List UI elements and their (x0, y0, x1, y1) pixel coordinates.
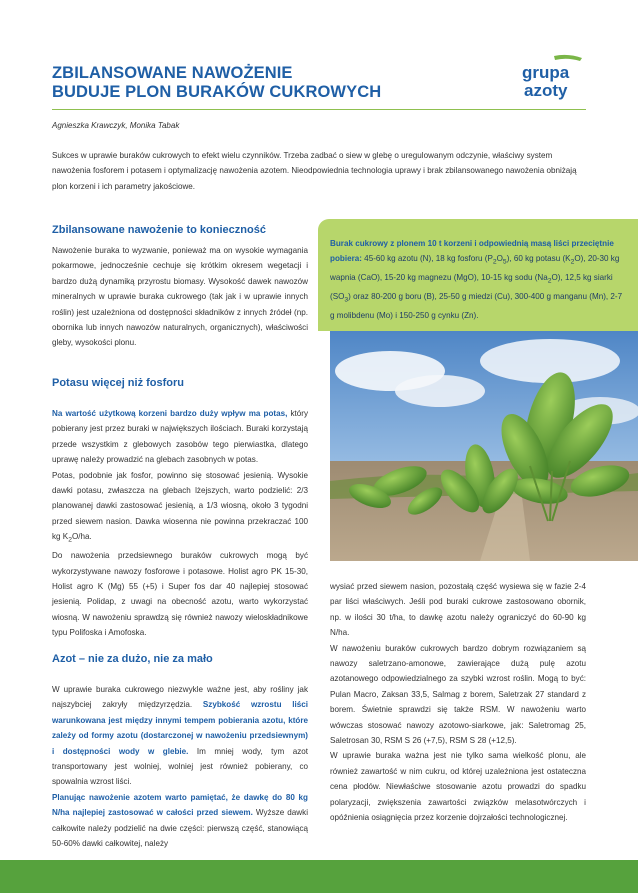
right-paragraph-3: W uprawie buraka ważna jest nie tylko sama wielkość plonu, ale również zawartość w nim cukru, od której uzależniona jest ostateczna cena płodów. Niewłaściwe stosowanie azotu prowadzi do spadku polaryzacji, zwiększenia zawartości związków melasotwórczych i opóźnienia osiągnięcia przez korzenie dojrzałości technologicznej. (330, 751, 586, 823)
section-2-p2-end: O/ha. (71, 532, 92, 542)
section-3-paragraph-1 (52, 682, 308, 790)
grupa-azoty-logo (520, 52, 586, 100)
header-divider (52, 109, 586, 110)
section-2-paragraph-2 (52, 468, 308, 549)
box-sub-1b: 5 (502, 259, 507, 267)
section-3-p2-bold: Planując nawożenie azotem warto pamiętać, że dawkę do 80 kg N/ha najlepiej zastosować w całości przed siewem. (52, 792, 308, 818)
box-sub-2: 2 (570, 259, 575, 267)
box-text-4: O), 12,5 kg siarki (SO (330, 273, 613, 302)
right-paragraph-1: wysiać przed siewem nasion, pozostałą część wysiewa się w fazie 2-4 par liści właściwych. Jeśli pod buraki cukrowe zastosowano obornik, np. w ilości 30 t/ha, to dawkę azotu należy ograniczyć do 60-90 kg N/ha. (330, 582, 586, 638)
section-2-paragraph-3: Do nawożenia przedsiewnego buraków cukrowych mogą być wykorzystywane nawozy fosforowe i potasowe. Holist agro PK 15-30, Holist agro K (Mg) 55 (+5) i Super fos dar 40 najlepiej stosować jesienią. Polidap, z uwagi na obecność azotu, warto wykorzystać wiosną. W nawożeniu sprawdzą się również nawozy wieloskładnikowe typu Polifoska i Amofoska. (52, 551, 308, 638)
section-3-p2-rest: Wyższe dawki całkowite należy podzielić na dwie części: pierwszą część, stanowiącą 50-60% dawki całkowitej, należy (52, 808, 308, 849)
section-1-body (52, 243, 308, 351)
title-line-1: ZBILANSOWANE NAWOŻENIE (52, 64, 293, 82)
section-2-p1-bold: Na wartość użytkową korzeni bardzo duży wpływ ma potas, (52, 409, 288, 418)
nutrient-uptake-text (330, 236, 626, 324)
box-text-1: 45-60 kg azotu (N), 18 kg fosforu (P (361, 254, 493, 264)
box-sub-4: 3 (344, 297, 349, 305)
box-bold-lead: Burak cukrowy z plonem 10 t korzeni i odpowiednią masą liści przeciętnie pobiera: (330, 239, 614, 264)
section-3-p1-bold: Szybkość wzrostu liści warunkowana jest między innymi tempem pobierania azotu, które zależy od formy azotu (dostarczonej w nawożeniu przedsiewnym) i dostępności wody w glebie. (52, 700, 308, 756)
section-2-paragraph-1 (52, 406, 308, 468)
article-title (52, 64, 492, 102)
box-text-2: ), 60 kg potasu (K (506, 254, 571, 264)
box-text-5: ) oraz 80-200 g boru (B), 25-50 g miedzi (Cu), 300-400 g manganu (Mn), 2-7 g molibdenu (Mo) i 150-250 g cynku (Zn). (330, 292, 623, 321)
box-sub-3: 2 (547, 278, 552, 286)
section-1-paragraph: Nawożenie buraka to wyzwanie, ponieważ ma on wysokie wymagania pokarmowe, jednocześnie cechuje się krótkim okresem wegetacji i bardzo dużą dynamiką przyrostu biomasy. Wysokość dawek nawozów mineralnych w uprawie buraka cukrowego (tak jak i w uprawie innych roślin) jest uzależniona od dostępności składników z innych źródeł (np. obornika lub innych nawozów naturalnych, organicznych), właściwości gleby, wysokości plonu. (52, 246, 308, 348)
logo-text-bottom: azoty (524, 81, 568, 100)
section-3-p1-start: W uprawie buraka cukrowego niezwykle ważne jest, aby rośliny jak najszybciej zakryły międzyrzędzia. (52, 685, 308, 710)
logo-text-top: grupa (522, 63, 570, 82)
logo-swoosh-icon (554, 55, 582, 61)
section-heading-3: Azot – nie za dużo, nie za mało (52, 653, 213, 665)
section-heading-1: Zbilansowane nawożenie to konieczność (52, 224, 266, 236)
box-text-3: O), 20-30 kg wapnia (CaO), 15-20 kg magnezu (MgO), 10-15 kg sodu (Na (330, 254, 620, 283)
section-3-body (52, 682, 308, 851)
right-column-body (330, 579, 586, 826)
sugar-beet-field-photo (330, 331, 638, 561)
section-2-p1-rest: który pobierany jest przez buraki w największych ilościach. Buraki korzystają przede wszystkim z glebowych zasobów tego pierwiastka, dlatego uprawę należy prowadzić na glebach zasobnych w potas. (52, 409, 308, 465)
section-2-p2-sub: 2 (68, 536, 72, 544)
section-3-paragraph-2 (52, 790, 308, 852)
section-2-p2-text: Potas, podobnie jak fosfor, powinno się stosować jesienią. Wysokie dawki potasu, zwłaszcza na glebach lżejszych, warto podzielić: 2/3 planowanej dawki zastosować jesienią, a 1/3 wiosną, około 3 tygodni przed siewem nasion. Dawka wiosenna nie powinna przekraczać 100 kg K (52, 470, 308, 542)
box-sub-1: 2 (492, 259, 497, 267)
nutrient-uptake-box (318, 219, 638, 331)
authors: Agnieszka Krawczyk, Monika Tabak (52, 121, 180, 130)
footer-bar (0, 860, 638, 893)
section-heading-2: Potasu więcej niż fosforu (52, 377, 185, 389)
section-3-p1-rest: Im mniej wody, tym azot transportowany jest wolniej, wolniej jest również pobierany, co spowalnia wzrost liści. (52, 746, 308, 787)
box-text-1b: O (496, 254, 503, 264)
right-paragraph-2: W nawożeniu buraków cukrowych bardzo dobrym rozwiązaniem są nawozy saletrzano-amonowe, zawierające dużą pulę azotu azotanowego odpowiedzialnego za szybki wzrost roślin. Mogą to być: Pulan Macro, Zaksan 33,5, Salmag z borem, Saletrzak 27 standard z borem. Świetnie sprawdzi się także RSM. W nawożeniu warto wówczas stosować nawozy azotowo-siarkowe, jak: Saletromag 25, Saletrosan 30, RSM S 26 (+7,5), RSM S 28 (+12,5). (330, 643, 586, 746)
section-2-body (52, 406, 308, 641)
intro-paragraph: Sukces w uprawie buraków cukrowych to efekt wielu czynników. Trzeba zadbać o siew w glebę o uregulowanym odczynie, właściwy system nawożenia fosforem i potasem i optymalizację nawożenia azotem. Nieodpowiednia technologia uprawy i brak zbilansowanego nawożenia obniżają plon korzeni i ich parametry jakościowe. (52, 151, 577, 191)
title-line-2: BUDUJE PLON BURAKÓW CUKROWYCH (52, 83, 382, 101)
